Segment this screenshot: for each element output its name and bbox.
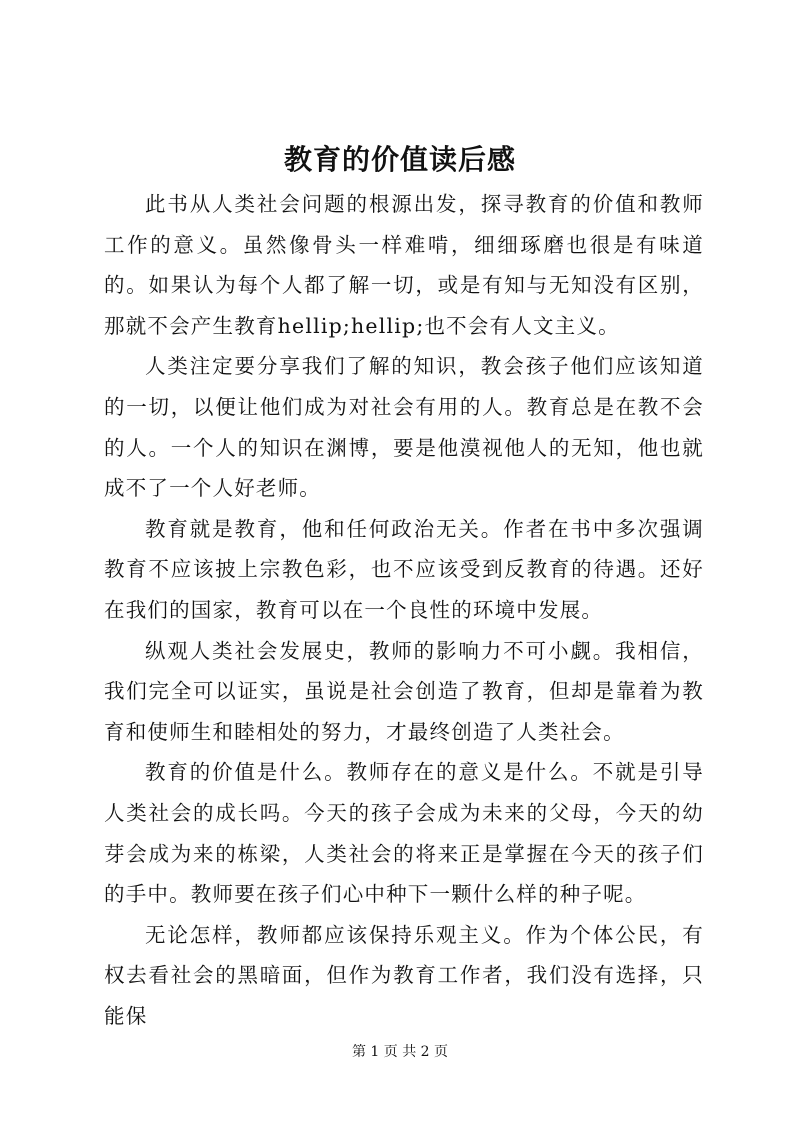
document-title: 教育的价值读后感 (283, 143, 516, 176)
paragraph: 此书从人类社会问题的根源出发，探寻教育的价值和教师工作的意义。虽然像骨头一样难啃，细细琢磨也很是有味道的。如果认为每个人都了解一切，或是有知与无知没有区别，那就不会产生教育hellip;hellip;也不会有人文主义。 (104, 192, 704, 338)
paragraph: 教育的价值是什么。教师存在的意义是什么。不就是引导人类社会的成长吗。今天的孩子会成为未来的父母，今天的幼芽会成为来的栋梁，人类社会的将来正是掌握在今天的孩子们的手中。教师要在孩子们心中种下一颗什么样的种子呢。 (104, 760, 704, 907)
page-footer: 第 1 页 共 2 页 (351, 1044, 449, 1060)
paragraph: 无论怎样，教师都应该保持乐观主义。作为个体公民，有权去看社会的黑暗面，但作为教育工作者，我们没有选择，只能保 (104, 922, 704, 1028)
document-body (104, 184, 704, 1036)
paragraph: 纵观人类社会发展史，教师的影响力不可小觑。我相信，我们完全可以证实，虽说是社会创造了教育，但却是靠着为教育和使师生和睦相处的努力，才最终创造了人类社会。 (104, 638, 704, 744)
paragraph: 人类注定要分享我们了解的知识，教会孩子他们应该知道的一切，以便让他们成为对社会有用的人。教育总是在教不会的人。一个人的知识在渊博，要是他漠视他人的无知，他也就成不了一个人好老师。 (104, 354, 704, 501)
paragraph: 教育就是教育，他和任何政治无关。作者在书中多次强调教育不应该披上宗教色彩，也不应该受到反教育的待遇。还好在我们的国家，教育可以在一个良性的环境中发展。 (104, 516, 704, 622)
